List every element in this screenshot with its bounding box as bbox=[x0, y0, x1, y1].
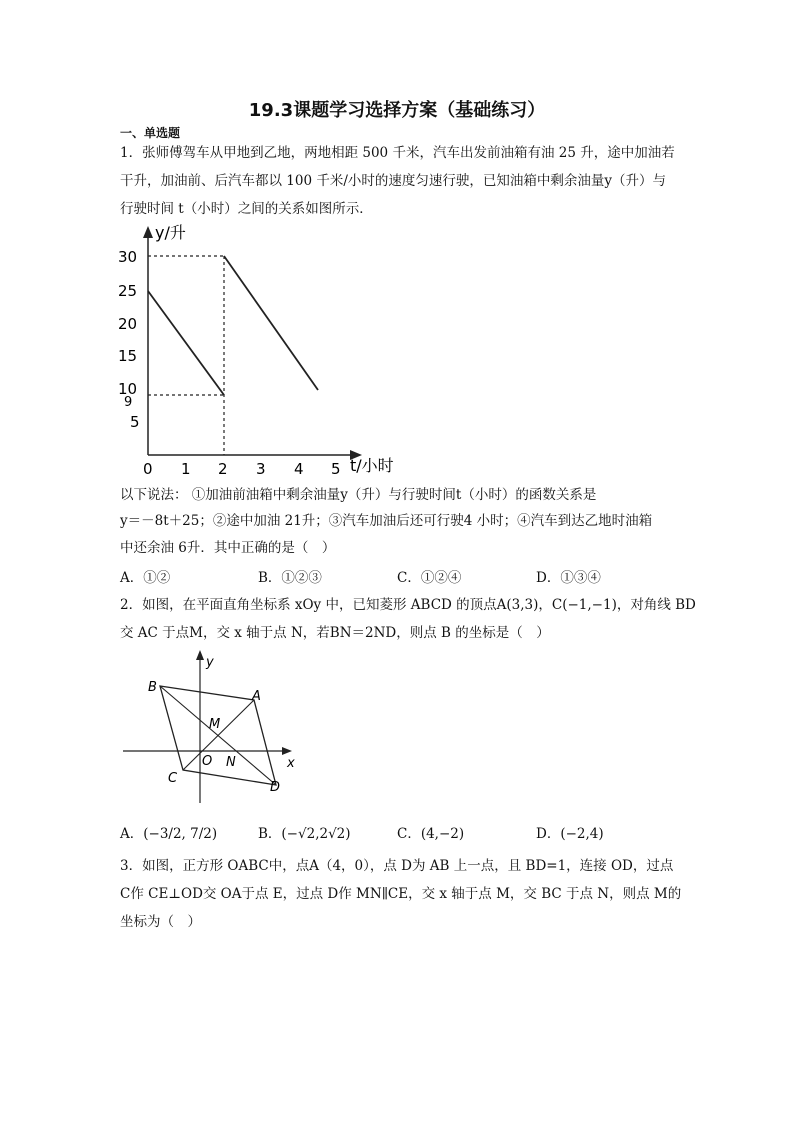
q1-ytick-5: 5 bbox=[130, 413, 140, 431]
q1-option-d[interactable]: D．①③④ bbox=[536, 570, 601, 586]
q2-text-line1: 2．如图，在平面直角坐标系 xOy 中，已知菱形 ABCD 的顶点A(3,3)，C(−1,−1)，对角线 BD bbox=[120, 597, 696, 613]
q1-xtick-1: 1 bbox=[181, 460, 191, 478]
q1-xtick-3: 3 bbox=[256, 460, 266, 478]
q2-label-x: x bbox=[287, 756, 295, 771]
q1-y-arrow bbox=[143, 226, 153, 238]
q1-option-a[interactable]: A．①② bbox=[120, 570, 171, 586]
q1-text-line5: y＝－8t＋25；②途中加油 21升；③汽车加油后还可行驶4 小时；④汽车到达乙地时油箱 bbox=[120, 513, 653, 529]
q2-option-b[interactable]: B．(−√2,2√2) bbox=[258, 826, 351, 842]
q1-y-label: y/升 bbox=[155, 223, 186, 242]
section-heading: 一、单选题 bbox=[120, 126, 181, 140]
q2-label-d: D bbox=[270, 780, 281, 795]
q1-text-line6: 中还余油 6升．其中正确的是（ ） bbox=[120, 540, 336, 556]
q1-option-c[interactable]: C．①②④ bbox=[397, 570, 462, 586]
q2-label-y: y bbox=[206, 655, 214, 670]
q1-segment-before-refuel bbox=[148, 291, 224, 395]
q2-option-d[interactable]: D．(−2,4) bbox=[536, 826, 604, 842]
q2-y-arrow bbox=[196, 650, 204, 660]
q2-label-m: M bbox=[209, 717, 221, 732]
q1-text-line2: 干升，加油前、后汽车都以 100 千米/小时的速度匀速行驶，已知油箱中剩余油量y（升）与 bbox=[120, 173, 667, 189]
q2-text-line2: 交 AC 于点M，交 x 轴于点 N，若BN＝2ND，则点 B 的坐标是（ ） bbox=[120, 625, 550, 641]
q1-ytick-10: 10 bbox=[118, 380, 138, 398]
q3-text-line2: C作 CE⊥OD交 OA于点 E，过点 D作 MN∥CE，交 x 轴于点 M，交 BC 于点 N，则点 M的 bbox=[120, 886, 682, 902]
q1-text-line4: 以下说法： ①加油前油箱中剩余油量y（升）与行驶时间t（小时）的函数关系是 bbox=[120, 487, 597, 503]
q2-x-arrow bbox=[282, 747, 292, 755]
q2-label-o: O bbox=[202, 754, 213, 769]
q2-diagonal-ac bbox=[183, 700, 254, 770]
q1-ytick-25: 25 bbox=[118, 282, 138, 300]
q1-ytick-30: 30 bbox=[118, 248, 138, 266]
q1-xtick-2: 2 bbox=[218, 460, 228, 478]
page-title: 19.3课题学习选择方案（基础练习） bbox=[248, 100, 546, 121]
q1-segment-after-refuel bbox=[224, 256, 318, 390]
q1-fuel-chart bbox=[110, 222, 420, 478]
q1-ytick-9: 9 bbox=[124, 395, 133, 410]
q2-label-b: B bbox=[148, 680, 157, 695]
q1-ytick-15: 15 bbox=[118, 347, 138, 365]
q1-xtick-5: 5 bbox=[331, 460, 341, 478]
q1-xtick-0: 0 bbox=[143, 460, 153, 478]
q1-option-b[interactable]: B．①②③ bbox=[258, 570, 322, 586]
q1-ytick-20: 20 bbox=[118, 315, 138, 333]
q3-text-line1: 3．如图，正方形 OABC中，点A（4，0），点 D为 AB 上一点，且 BD=1，连接 OD，过点 bbox=[120, 858, 674, 874]
q2-label-n: N bbox=[226, 755, 236, 770]
q1-xtick-4: 4 bbox=[294, 460, 304, 478]
q3-text-line3: 坐标为（ ） bbox=[120, 914, 201, 930]
q2-label-a: A bbox=[252, 689, 261, 704]
q1-text-line1: 1．张师傅驾车从甲地到乙地，两地相距 500 千米，汽车出发前油箱有油 25 升，途中加油若 bbox=[120, 145, 675, 161]
q1-x-label: t/小时 bbox=[350, 456, 394, 475]
q2-rhombus-figure bbox=[118, 648, 308, 808]
q2-option-a[interactable]: A．(−3/2, 7/2) bbox=[120, 826, 218, 842]
q1-text-line3: 行驶时间 t（小时）之间的关系如图所示． bbox=[120, 201, 373, 217]
q2-option-c[interactable]: C．(4,−2) bbox=[397, 826, 465, 842]
q2-label-c: C bbox=[168, 771, 178, 786]
